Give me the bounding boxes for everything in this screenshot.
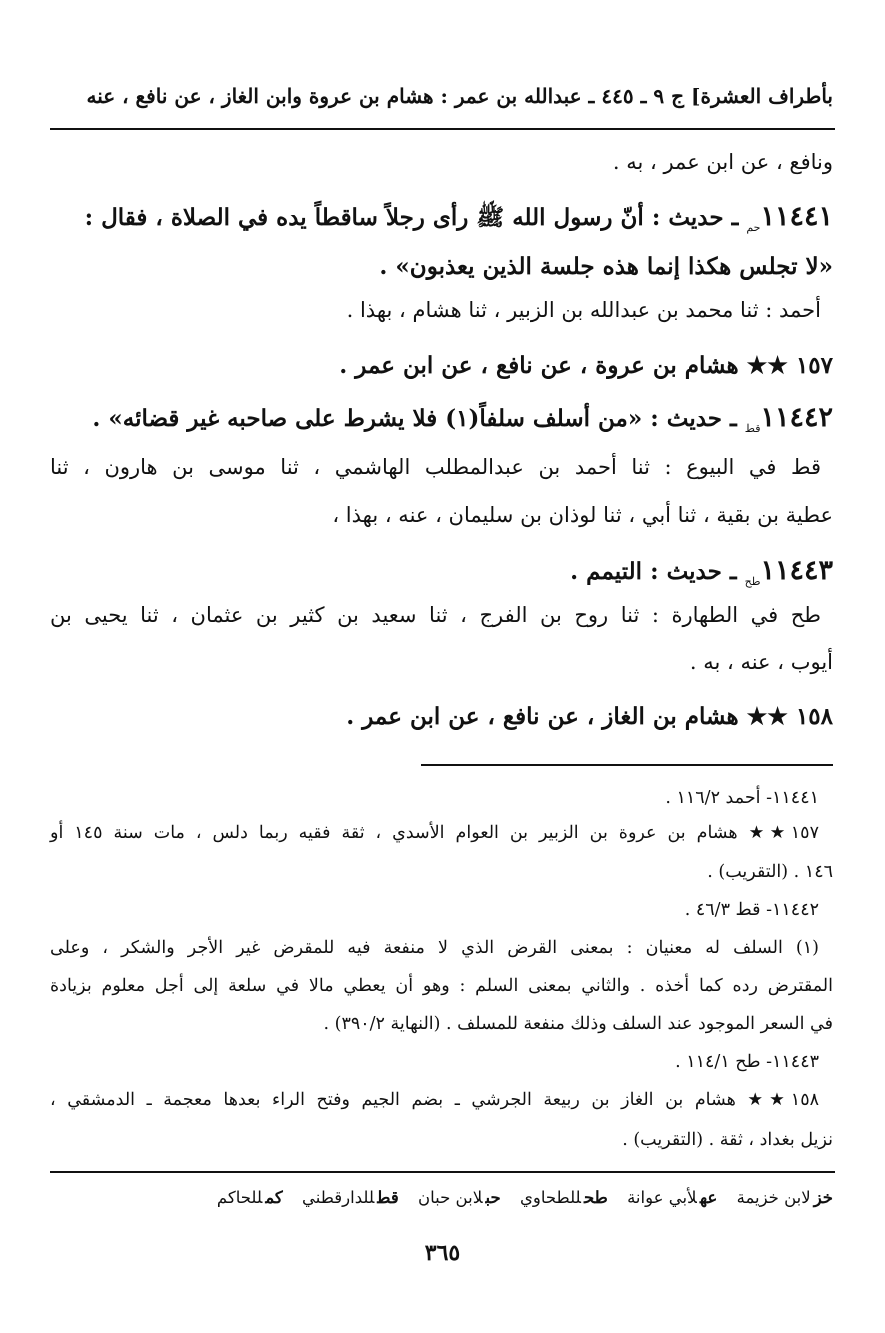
hadith-siglum: حم [746, 220, 761, 234]
legend-rule [50, 1171, 835, 1173]
header-rule [50, 128, 835, 130]
legend-code: كم [265, 1188, 283, 1207]
footnote-158-line1: ١٥٨★★ هشام بن الغاز بن ربيعة الجرشي ـ بضم الجيم وفتح الراء بعدها معجمة ـ الدمشقي ، [50, 1090, 819, 1110]
hadith-number: ١١٤٤١ [760, 201, 833, 232]
footnote-1-line2: المقترض رده كما أخذه . والثاني بمعنى السلم : وهو أن يعطي مالا في سلعة إلى أجل معلوم بزيادة [50, 976, 833, 996]
legend-item [217, 1188, 283, 1207]
chapter-157-heading: ١٥٧ ★★ هشام بن عروة ، عن نافع ، عن ابن عمر . [339, 352, 833, 379]
hadith-11441-source: أحمد : ثنا محمد بن عبدالله بن الزبير ، ثنا هشام ، بهذا . [346, 298, 821, 322]
legend-name: لأبي عوانة [627, 1188, 697, 1207]
legend-code: طح [584, 1188, 608, 1207]
legend-item [627, 1188, 717, 1207]
legend-code: عه [699, 1188, 718, 1207]
legend-code: قط [377, 1188, 399, 1207]
hadith-11443-source-line1: طح في الطهارة : ثنا روح بن الفرج ، ثنا سعيد بن كثير بن عثمان ، ثنا يحيى بن [50, 603, 821, 627]
hadith-siglum: قط [744, 421, 761, 435]
legend-code: خز [813, 1188, 833, 1207]
footnote-157-line1: ١٥٧★★ هشام بن عروة بن الزبير بن العوام الأسدي ، ثقة فقيه ربما دلس ، مات سنة ١٤٥ أو [50, 823, 819, 843]
hadith-text: ـ حديث : التيمم . [570, 558, 737, 585]
footnote-158-line2: نزيل بغداد ، ثقة . (التقريب) . [622, 1130, 833, 1150]
footnote-1-line3: في السعر الموجود عند السلف وذلك منفعة للمسلف . (النهاية ٣٩٠/٢) . [323, 1014, 833, 1034]
footnote-1-line1: (١) السلف له معنيان : بمعنى القرض الذي لا منفعة فيه للمقرض غير الأجر والشكر ، وعلى [50, 938, 819, 958]
hadith-text: ـ حديث : أنّ رسول الله ﷺ رأى رجلاً ساقطاً يده في الصلاة ، فقال : [84, 204, 739, 231]
hadith-11442-source-line1: قط في البيوع : ثنا أحمد بن عبدالمطلب الهاشمي ، ثنا موسى بن هارون ، ثنا [50, 455, 821, 479]
hadith-siglum: طح [744, 574, 761, 588]
footnote-11443: ١١٤٤٣- طح ١١٤/١ . [675, 1052, 819, 1072]
footnote-separator [421, 764, 833, 766]
hadith-11441-line1 [50, 201, 833, 234]
legend-item [520, 1188, 608, 1207]
legend-name: للحاكم [216, 1188, 263, 1207]
legend-name: للطحاوي [519, 1188, 582, 1207]
footnote-157-line2: ١٤٦ . (التقريب) . [707, 862, 833, 882]
legend-code: حب [485, 1188, 501, 1207]
legend-item [737, 1188, 833, 1207]
sigla-legend [50, 1188, 833, 1208]
hadith-text: ـ حديث : «من أسلف سلفاً(١) فلا يشرط على صاحبه غير قضائه» . [92, 405, 737, 432]
continuation-line: ونافع ، عن ابن عمر ، به . [612, 150, 833, 174]
chapter-158-heading: ١٥٨ ★★ هشام بن الغاز ، عن نافع ، عن ابن عمر . [346, 703, 833, 730]
hadith-11442-line1 [50, 402, 833, 435]
hadith-11443-line1 [50, 555, 833, 588]
page-number: ٣٦٥ [424, 1240, 461, 1266]
legend-name: لابن خزيمة [736, 1188, 811, 1207]
legend-name: للدارقطني [301, 1188, 375, 1207]
hadith-number: ١١٤٤٣ [760, 555, 833, 586]
hadith-11441-line2: «لا تجلس هكذا إنما هذه جلسة الذين يعذبون» . [379, 253, 833, 280]
running-header: بأطراف العشرة] ج ٩ ـ ٤٤٥ ـ عبدالله بن عمر : هشام بن عروة وابن الغاز ، عن نافع ، عنه [86, 84, 833, 108]
footnote-11441: ١١٤٤١- أحمد ١١٦/٢ . [665, 788, 819, 808]
footnote-11442: ١١٤٤٢- قط ٤٦/٣ . [684, 900, 819, 920]
hadith-11443-source-line2: أيوب ، عنه ، به . [689, 650, 833, 674]
hadith-number: ١١٤٤٢ [760, 402, 833, 433]
legend-item [418, 1188, 501, 1207]
hadith-11442-source-line2: عطية بن بقية ، ثنا أبي ، ثنا لوذان بن سليمان ، عنه ، بهذا ، [332, 503, 833, 527]
legend-name: لابن حبان [417, 1188, 483, 1207]
legend-item [302, 1188, 399, 1207]
